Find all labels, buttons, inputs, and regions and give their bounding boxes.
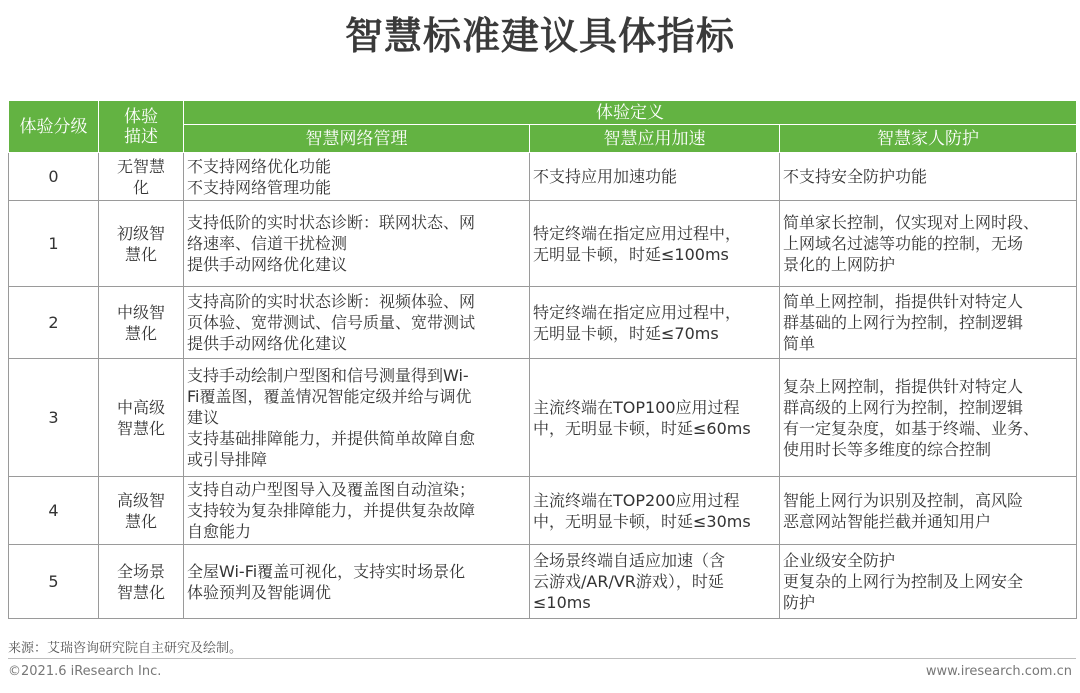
cell-net-mgmt-line: 络速率、信道干扰检测: [187, 234, 348, 253]
cell-app-accel: [530, 287, 780, 359]
footer-divider: [8, 658, 1076, 659]
cell-home-protect: [780, 153, 1077, 201]
cell-home-protect-line: 复杂上网控制，指提供针对特定人: [783, 376, 1024, 396]
cell-net-mgmt-line: Fi覆盖图，覆盖情况智能定级并给与调优: [187, 387, 472, 406]
cell-home-protect-line: 更复杂的上网行为控制及上网安全: [783, 572, 1024, 591]
cell-net-mgmt-line: 支持手动绘制户型图和信号测量得到Wi-: [187, 366, 469, 385]
header-level: 体验分级: [9, 101, 99, 153]
cell-home-protect-line: 恶意网站智能拦截并通知用户: [783, 511, 992, 531]
cell-description-line: 化: [132, 177, 149, 197]
copyright: ©2021.6 iResearch Inc.: [8, 664, 162, 679]
cell-description-line: 无智慧: [116, 156, 165, 176]
cell-home-protect-line: 群基础的上网行为控制，控制逻辑: [783, 313, 1024, 332]
cell-description-line: 慧化: [124, 323, 157, 343]
cell-app-accel-line: 特定终端在指定应用过程中，: [533, 302, 742, 322]
table-row: [9, 201, 1077, 287]
cell-net-mgmt-line: 支持低阶的实时状态诊断：联网状态、网: [187, 213, 476, 232]
cell-net-mgmt: [184, 287, 530, 359]
header-app-accel: 智慧应用加速: [530, 125, 780, 153]
cell-description-line: 全场景: [116, 561, 165, 581]
cell-level: 0: [9, 153, 99, 201]
cell-net-mgmt: [184, 201, 530, 287]
cell-net-mgmt-line: 提供手动网络优化建议: [187, 334, 348, 353]
cell-description-line: 智慧化: [116, 582, 165, 602]
cell-net-mgmt-line: 自愈能力: [187, 522, 252, 541]
cell-home-protect: [780, 287, 1077, 359]
cell-description-line: 中高级: [116, 397, 165, 417]
cell-app-accel-line: 主流终端在TOP100应用过程: [533, 397, 740, 417]
cell-description-line: 智慧化: [116, 418, 165, 438]
cell-home-protect-line: 有一定复杂度，如基于终端、业务、: [783, 418, 1040, 438]
cell-app-accel-line: 中，无明显卡顿，时延≤60ms: [533, 418, 751, 438]
cell-net-mgmt-line: 或引导排障: [187, 450, 268, 469]
cell-level: 5: [9, 545, 99, 619]
table-row: [9, 153, 1077, 201]
cell-app-accel: [530, 359, 780, 477]
table-row: [9, 545, 1077, 619]
cell-home-protect-line: 不支持安全防护功能: [783, 167, 928, 186]
cell-net-mgmt-line: 页体验、宽带测试、信号质量、宽带测试: [187, 313, 476, 332]
cell-home-protect-line: 简单家长控制，仅实现对上网时段、: [783, 213, 1040, 232]
cell-home-protect: [780, 359, 1077, 477]
cell-level: 2: [9, 287, 99, 359]
cell-description: [99, 287, 184, 359]
cell-app-accel-line: ≤10ms: [533, 593, 591, 612]
header-description-line: 描述: [124, 126, 158, 147]
source-note: 来源：艾瑞咨询研究院自主研究及绘制。: [8, 641, 243, 656]
cell-home-protect-line: 智能上网行为识别及控制，高风险: [783, 490, 1024, 510]
header-description: [99, 101, 184, 153]
cell-net-mgmt: [184, 545, 530, 619]
cell-net-mgmt-line: 不支持网络管理功能: [187, 177, 332, 197]
header-definition: 体验定义: [184, 101, 1077, 125]
cell-home-protect-line: 上网域名过滤等功能的控制，无场: [783, 234, 1024, 253]
cell-home-protect: [780, 545, 1077, 619]
cell-app-accel-line: 中，无明显卡顿，时延≤30ms: [533, 511, 751, 531]
cell-description-line: 中级智: [116, 302, 165, 322]
table-row: [9, 477, 1077, 545]
cell-net-mgmt-line: 支持基础排障能力，并提供简单故障自愈: [187, 429, 476, 448]
cell-description: [99, 359, 184, 477]
cell-net-mgmt: [184, 153, 530, 201]
cell-home-protect-line: 简单: [783, 334, 816, 353]
cell-home-protect-line: 企业级安全防护: [783, 551, 896, 570]
cell-app-accel-line: 特定终端在指定应用过程中，: [533, 223, 742, 243]
cell-app-accel-line: 无明显卡顿，时延≤100ms: [533, 244, 729, 264]
cell-home-protect: [780, 477, 1077, 545]
cell-level: 3: [9, 359, 99, 477]
cell-home-protect-line: 景化的上网防护: [783, 255, 896, 274]
website-url: www.iresearch.com.cn: [925, 664, 1072, 679]
cell-net-mgmt-line: 体验预判及智能调优: [187, 582, 332, 602]
header-description-line: 体验: [124, 106, 158, 127]
cell-level: 1: [9, 201, 99, 287]
cell-app-accel: [530, 477, 780, 545]
cell-description: [99, 201, 184, 287]
cell-net-mgmt: [184, 359, 530, 477]
cell-home-protect-line: 使用时长等多维度的综合控制: [783, 439, 992, 459]
cell-app-accel: [530, 153, 780, 201]
cell-description-line: 慧化: [124, 244, 157, 264]
cell-net-mgmt-line: 全屋Wi-Fi覆盖可视化，支持实时场景化: [187, 561, 466, 581]
cell-app-accel-line: 全场景终端自适应加速（含: [533, 551, 726, 570]
cell-net-mgmt: [184, 477, 530, 545]
cell-home-protect-line: 简单上网控制，指提供针对特定人: [783, 292, 1024, 311]
cell-description: [99, 153, 184, 201]
cell-app-accel: [530, 545, 780, 619]
cell-home-protect: [780, 201, 1077, 287]
cell-net-mgmt-line: 支持较为复杂排障能力，并提供复杂故障: [187, 501, 476, 520]
cell-net-mgmt-line: 建议: [187, 408, 220, 427]
cell-description-line: 初级智: [116, 223, 165, 243]
cell-app-accel-line: 无明显卡顿，时延≤70ms: [533, 323, 719, 343]
header-net-mgmt: 智慧网络管理: [184, 125, 530, 153]
cell-description: [99, 477, 184, 545]
cell-description-line: 慧化: [124, 511, 157, 531]
cell-net-mgmt-line: 不支持网络优化功能: [187, 156, 332, 176]
cell-net-mgmt-line: 提供手动网络优化建议: [187, 255, 348, 274]
cell-home-protect-line: 群高级的上网行为控制，控制逻辑: [783, 397, 1024, 417]
cell-description: [99, 545, 184, 619]
cell-app-accel-line: 不支持应用加速功能: [533, 167, 678, 186]
cell-app-accel-line: 主流终端在TOP200应用过程: [533, 490, 740, 510]
cell-app-accel: [530, 201, 780, 287]
indicator-table: [8, 100, 1077, 619]
table-row: [9, 359, 1077, 477]
cell-net-mgmt-line: 支持高阶的实时状态诊断：视频体验、网: [187, 292, 476, 311]
table-row: [9, 287, 1077, 359]
cell-app-accel-line: 云游戏/AR/VR游戏），时延: [533, 572, 724, 591]
cell-net-mgmt-line: 支持自动户型图导入及覆盖图自动渲染；: [187, 480, 476, 499]
header-home-protect: 智慧家人防护: [780, 125, 1077, 153]
cell-description-line: 高级智: [116, 490, 165, 510]
cell-home-protect-line: 防护: [783, 593, 816, 612]
cell-level: 4: [9, 477, 99, 545]
page-title: 智慧标准建议具体指标: [344, 14, 735, 58]
